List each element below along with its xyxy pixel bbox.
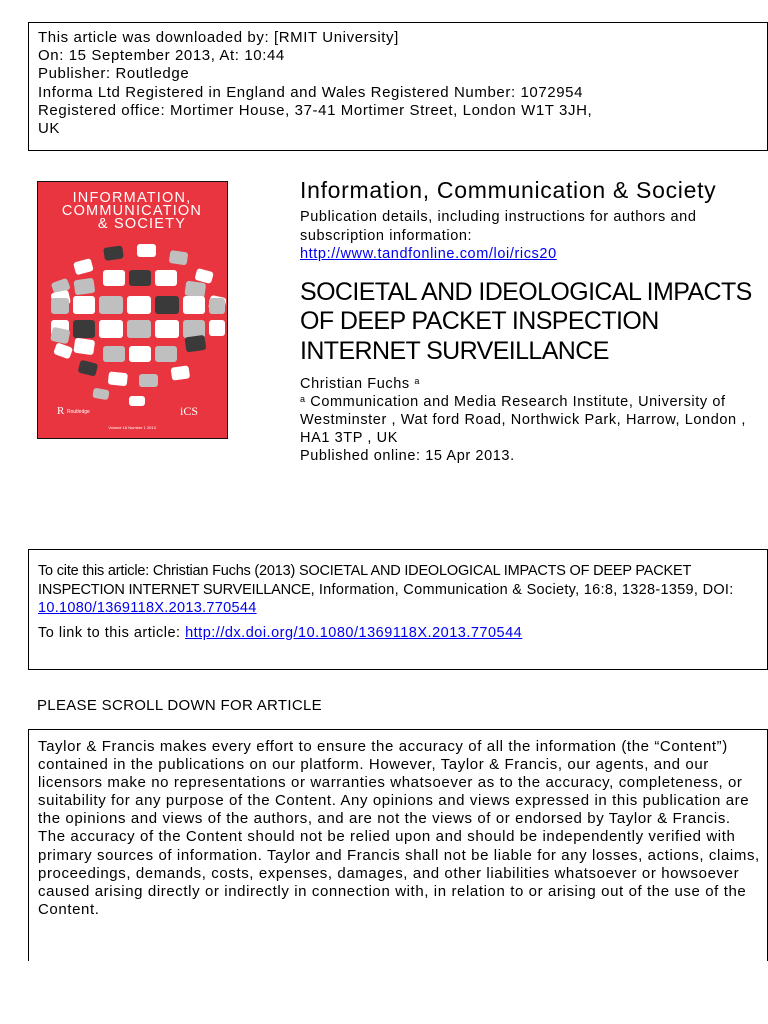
download-info-box [28, 22, 768, 151]
author-affil-marker: a [414, 376, 420, 386]
article-link-line [38, 624, 759, 643]
link-label: To link to this article: [38, 624, 186, 641]
download-line: On: 15 September 2013, At: 10:44 [38, 47, 285, 65]
disclaimer-text: Taylor & Francis makes every effort to ensure the accuracy of all the information (the “Content”) contained in the publications on our platform. However, Taylor & Francis, our agents, and our licensors make no representations or warranties whatsoever as to the accuracy, completeness, or suitability for any purpose of the Content. Any opinions and views expressed in this publication are the opinions and views of the authors, and are not the views of or endorsed by Taylor & Francis. The accuracy of the Content should not be relied upon and should be independently verified with primary sources of information. Taylor and Francis shall not be liable for any losses, actions, claims, proceedings, demands, costs, expenses, damages, and other liabilities whatsoever or howsoever caused arising directly or indirectly in connection with, in relation to or arising out of the use of the Content. [38, 738, 760, 918]
cover-publisher-name: Routledge [67, 409, 90, 415]
download-line: Registered office: Mortimer House, 37-41 Mortimer Street, London W1T 3JH, [38, 101, 593, 119]
download-line: This article was downloaded by: [RMIT University] [38, 29, 399, 46]
published-date: Published online: 15 Apr 2013. [300, 448, 515, 464]
cover-volume-line: Volume 16 Number 1 2013 [108, 425, 156, 430]
author-name: Christian Fuchs [300, 376, 410, 392]
download-line: Publisher: Routledge [38, 65, 190, 83]
article-metadata [300, 176, 760, 465]
download-line: Informa Ltd Registered in England and Wales Registered Number: 1072954 [38, 83, 584, 101]
citation-box [28, 549, 768, 670]
doi-link[interactable]: 10.1080/1369118X.2013.770544 [38, 600, 257, 616]
author-block [300, 375, 760, 465]
cite-caps: Christian Fuchs (2013) SOCIETAL AND IDEOLOGICAL IMPACTS OF DEEP PACKET INSPECTION INTERNET SURVEILLANCE, [38, 563, 691, 598]
cite-rest: Information, Communication & Society, 16:8, 1328-1359, DOI: [314, 581, 734, 598]
cover-publisher-logo: R [57, 405, 65, 417]
article-doi-url-link[interactable]: http://dx.doi.org/10.1080/1369118X.2013.770544 [185, 624, 523, 641]
cover-title-line: COMMUNICATION [61, 203, 203, 219]
citation-text [38, 562, 759, 618]
scroll-notice: PLEASE SCROLL DOWN FOR ARTICLE [37, 697, 322, 714]
journal-cover-image [37, 181, 228, 439]
affiliation: Communication and Media Research Institute, University of Westminster , Wat ford Road, Northwick Park, Harrow, London , HA1 3TP , UK [300, 394, 746, 446]
journal-name: Information, Communication & Society [300, 177, 717, 203]
affiliation-marker: a [300, 394, 306, 404]
cover-title-line: INFORMATION, [72, 190, 192, 206]
cover-abbrev: iCS [180, 404, 199, 418]
publication-details [300, 208, 760, 264]
cite-label: To cite this article: [38, 563, 153, 579]
disclaimer-box [28, 729, 768, 961]
cover-title-line: & SOCIETY [97, 216, 187, 232]
article-title: SOCIETAL AND IDEOLOGICAL IMPACTS OF DEEP PACKET INSPECTION INTERNET SURVEILLANCE [300, 277, 752, 365]
download-line: UK [38, 120, 61, 138]
journal-url-link[interactable]: http://www.tandfonline.com/loi/rics20 [300, 246, 557, 262]
publication-details-text: Publication details, including instructions for authors and subscription information: [300, 209, 697, 244]
